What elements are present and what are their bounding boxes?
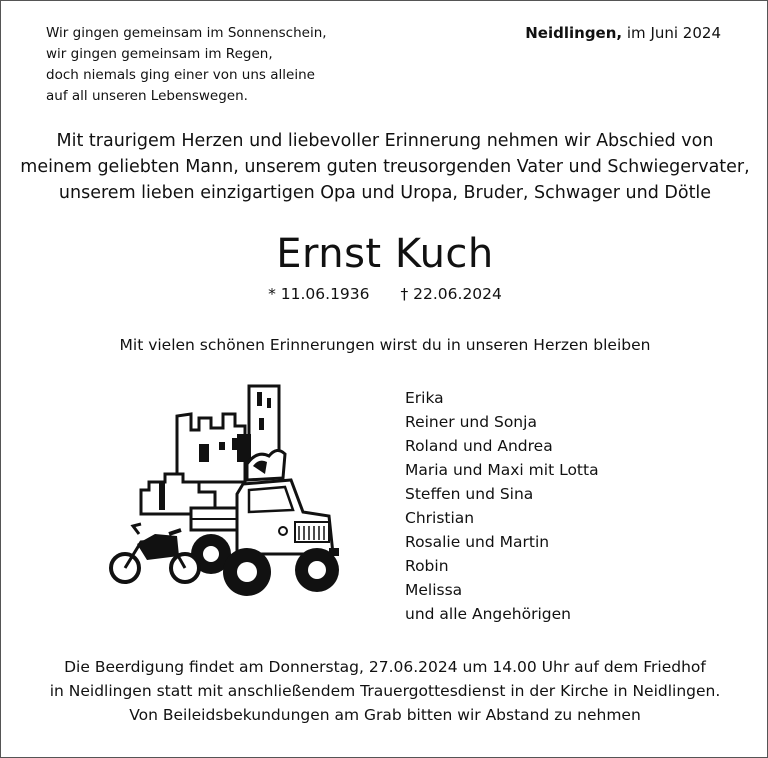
mourners-list [405,386,599,626]
poem-line: wir gingen gemeinsam im Regen, [46,46,273,62]
funeral-info [1,655,768,727]
intro-line: unserem lieben einzigartigen Opa und Uropa, Bruder, Schwager und Dötle [58,183,712,203]
intro-line: meinem geliebten Mann, unserem guten treusorgenden Vater und Schwiegervater, [20,157,750,177]
mourner-item: und alle Angehörigen [405,605,571,623]
memorial-poem [46,23,327,107]
deceased-name: Ernst Kuch [276,231,494,277]
poem-line: Wir gingen gemeinsam im Sonnenschein, [46,25,327,41]
mourner-item: Steffen und Sina [405,485,534,503]
mourner-item: Melissa [405,581,463,599]
mourner-item: Maria und Maxi mit Lotta [405,461,599,479]
birth-date: * 11.06.1936 [268,285,370,303]
intro-text [1,128,768,206]
poem-line: auf all unseren Lebenswegen. [46,88,248,104]
mourner-item: Roland und Andrea [405,437,553,455]
intro-line: Mit traurigem Herzen und liebevoller Erinnerung nehmen wir Abschied von [56,131,714,151]
mourner-item: Rosalie und Martin [405,533,550,551]
place-name: Neidlingen, [525,24,623,42]
place-and-date [525,23,721,44]
funeral-line: in Neidlingen statt mit anschließendem Trauergottesdienst in der Kirche in Neidlingen. [49,682,721,700]
life-dates [1,283,768,305]
funeral-line: Von Beileidsbekundungen am Grab bitten wir Abstand zu nehmen [129,706,641,724]
date-text: im Juni 2024 [626,24,721,42]
funeral-line: Die Beerdigung findet am Donnerstag, 27.06.2024 um 14.00 Uhr auf dem Friedhof [64,658,706,676]
memory-line: Mit vielen schönen Erinnerungen wirst du in unseren Herzen bleiben [119,336,651,354]
poem-line: doch niemals ging einer von uns alleine [46,67,315,83]
castle-ruin-unimog-motorcycle-icon [107,384,343,600]
mourner-item: Robin [405,557,449,575]
mourner-item: Erika [405,389,444,407]
mourner-item: Christian [405,509,475,527]
mourner-item: Reiner und Sonja [405,413,537,431]
death-date: † 22.06.2024 [400,285,502,303]
